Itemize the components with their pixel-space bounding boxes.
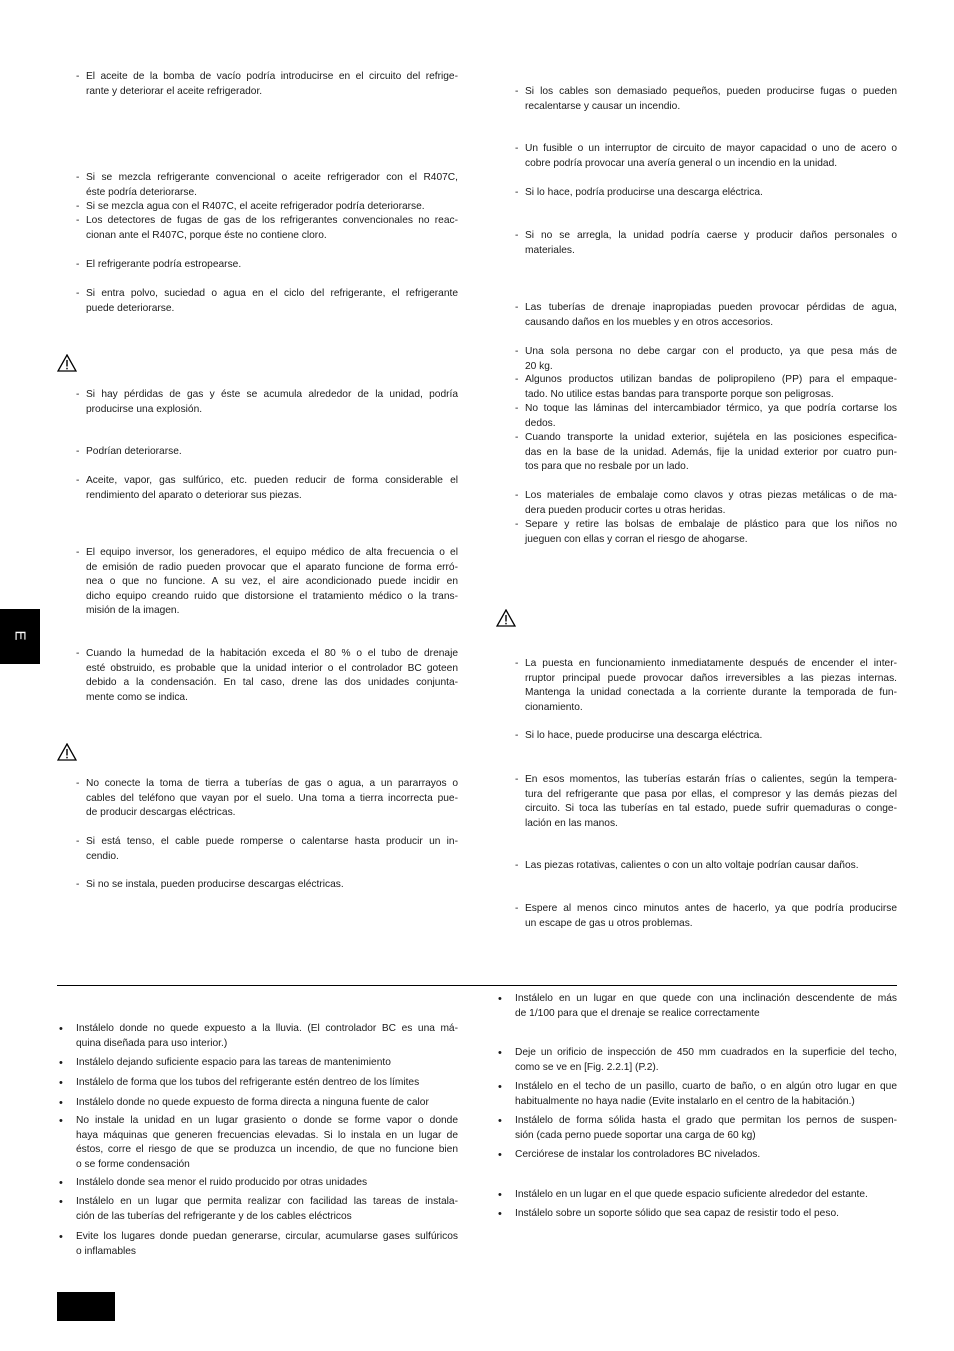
bullet-marker: • <box>498 993 502 1005</box>
dash-marker: - <box>515 187 519 198</box>
dash-marker: - <box>515 432 519 443</box>
text-line: nea o que no funcione. A su vez, el aire acondicionado puede incidir en <box>86 576 458 587</box>
bullet-marker: • <box>59 1196 63 1208</box>
text-line: recalentarse y causar un incendio. <box>525 100 681 112</box>
upper-left-item <box>76 214 458 243</box>
dash-marker: - <box>76 288 80 299</box>
dash-marker: - <box>76 172 80 183</box>
text-line: dedos. <box>525 417 556 429</box>
bullet-marker: • <box>59 1177 63 1189</box>
dash-marker: - <box>76 778 80 789</box>
text-line: No toque las láminas del intercambiador térmico, ya que podría cortarse los <box>525 403 897 414</box>
text-line: Si se mezcla refrigerante convencional o aceite refrigerador con el R407C, <box>86 172 458 183</box>
text-line: puede deteriorarse. <box>86 302 175 314</box>
bullet-marker: • <box>59 1115 63 1127</box>
text-line: 20 kg. <box>525 360 553 372</box>
upper-left-item <box>76 777 458 821</box>
upper-right-item <box>515 142 897 171</box>
text-line: cionan ante el R407C, porque éste no contiene cloro. <box>86 229 327 241</box>
text-line: No instale la unidad en un lugar grasiento o donde se forme vapor o donde <box>76 1115 458 1126</box>
text-line: Instálelo en un lugar que permita realizar con facilidad las tareas de instala- <box>76 1196 458 1207</box>
text-line: haya máquinas que generen frecuencias elevadas. Si lo instala en un lugar de <box>76 1129 458 1141</box>
text-line: Las tuberías de drenaje inapropiadas pueden provocar pérdidas de agua, <box>525 302 897 313</box>
text-line: un escape de gas u otros problemas. <box>525 917 693 929</box>
upper-left-item <box>76 474 458 503</box>
upper-right-item <box>515 402 897 431</box>
upper-left-item <box>76 70 458 99</box>
upper-right-item <box>515 301 897 330</box>
upper-left-item <box>76 647 458 705</box>
text-line: El equipo inversor, los generadores, el equipo médico de alta frecuencia o el <box>86 547 458 558</box>
dash-marker: - <box>76 446 80 457</box>
bullet-marker: • <box>59 1097 63 1109</box>
text-line: causando daños en los muebles y en otros accesorios. <box>525 316 774 328</box>
lower-right-item <box>498 992 897 1021</box>
upper-left-item <box>76 835 458 864</box>
text-line: producirse una explosión. <box>86 403 203 415</box>
lower-left-item <box>59 1076 458 1091</box>
bullet-marker: • <box>59 1057 63 1069</box>
text-line: cobre podría provocar una avería general o un incendio en la unidad. <box>525 157 838 169</box>
text-line: Separe y retire las bolsas de embalaje de plástico para que los niños no <box>525 519 897 530</box>
upper-left-item <box>76 388 458 417</box>
text-line: Si no se arregla, la unidad podría caerse y producir daños personales o <box>525 230 897 241</box>
lower-right-item <box>498 1114 897 1143</box>
dash-marker: - <box>515 302 519 313</box>
text-line: Instálelo en un lugar en que quede con una inclinación descendente de más <box>515 993 897 1004</box>
bullet-marker: • <box>59 1231 63 1243</box>
lower-left-item <box>59 1114 458 1172</box>
text-line: Algunos productos utilizan bandas de polipropileno (PP) para el empaque- <box>525 374 897 385</box>
text-line: Los detectores de fugas de gas de los refrigerantes convencionales no reac- <box>86 215 458 226</box>
section-divider <box>57 985 897 986</box>
text-line: o se forme condensación <box>76 1158 190 1170</box>
lower-right-item <box>498 1046 897 1075</box>
text-line: El refrigerante podría estropearse. <box>86 259 242 270</box>
text-line: Instálelo dejando suficiente espacio para las tareas de mantenimiento <box>76 1057 391 1068</box>
text-line: Si no se instala, pueden producirse descargas eléctricas. <box>86 879 344 890</box>
text-line: Podrían deteriorarse. <box>86 446 182 457</box>
page-number-box <box>57 1292 115 1321</box>
upper-left-item <box>76 171 458 200</box>
upper-left-item <box>76 287 458 316</box>
text-line: Instálelo en el techo de un pasillo, cuarto de baño, o en algún otro lugar en que <box>515 1081 897 1092</box>
upper-right-item <box>515 345 897 374</box>
upper-right-item <box>515 657 897 715</box>
dash-marker: - <box>515 903 519 914</box>
text-line: Instálelo sobre un soporte sólido que sea capaz de resistir todo el peso. <box>515 1208 839 1219</box>
text-line: debido a la condensación. En tal caso, drene las dos unidades conjunta- <box>86 677 458 688</box>
text-line: Si lo hace, puede producirse una descarga eléctrica. <box>525 730 763 741</box>
upper-left-item <box>76 200 458 215</box>
text-line: tos para que no resbale por un lado. <box>525 461 689 472</box>
bullet-marker: • <box>498 1047 502 1059</box>
text-line: sión (cada perno puede soportar una carga de 60 kg) <box>515 1129 756 1141</box>
text-line: éstos, corre el riesgo de que se produzca un incendio, de que no funcione bien <box>76 1144 458 1155</box>
text-line: Si los cables son demasiado pequeños, pueden producirse fugas o pueden <box>525 86 897 97</box>
text-line: materiales. <box>525 244 575 256</box>
dash-marker: - <box>515 519 519 530</box>
text-line: cendio. <box>86 850 119 862</box>
text-line: La puesta en funcionamiento inmediatamente después de encender el inter- <box>525 658 897 669</box>
dash-marker: - <box>515 346 519 357</box>
upper-right-item <box>515 729 897 744</box>
upper-right-item <box>515 859 897 874</box>
text-line: tado. No utilice estas bandas para transporte porque son peligrosas. <box>525 388 834 400</box>
lower-right-item <box>498 1148 897 1163</box>
dash-marker: - <box>515 860 519 871</box>
text-line: Un fusible o un interruptor de circuito de mayor capacidad o uno de acero o <box>525 143 897 154</box>
text-line: o inflamables <box>76 1245 137 1257</box>
text-line: Una sola persona no debe cargar con el producto, ya que pesa más de <box>525 346 897 357</box>
text-line: tura del refrigerante que pasa por ellas, el compresor y las demás piezas del <box>525 788 897 800</box>
text-line: Deje un orificio de inspección de 450 mm cuadrados en la superficie del techo, <box>515 1047 897 1058</box>
text-line: ción de las tuberías del refrigerante y de los cables eléctricos <box>76 1210 352 1222</box>
lower-left-item <box>59 1056 458 1071</box>
lower-left-item <box>59 1176 458 1191</box>
text-line: habitualmente no haya nadie (Evite instalarlo en el centro de la habitación.) <box>515 1095 855 1107</box>
dash-marker: - <box>76 201 80 212</box>
text-line: cionamiento. <box>525 701 583 713</box>
dash-marker: - <box>515 86 519 97</box>
text-line: rruptor principal puede provocar daños irreversibles a las piezas internas. <box>525 672 897 684</box>
dash-marker: - <box>515 730 519 741</box>
text-line: como se ve en [Fig. 2.2.1] (P.2). <box>515 1061 659 1073</box>
dash-marker: - <box>515 230 519 241</box>
text-line: de producir descargas eléctricas. <box>86 807 236 818</box>
upper-right-item <box>515 186 897 201</box>
text-line: mente como se indica. <box>86 691 188 703</box>
text-line: Instálelo en un lugar en el que quede espacio suficiente alrededor del estante. <box>515 1189 868 1200</box>
dash-marker: - <box>515 403 519 414</box>
text-line: Si está tenso, el cable puede romperse o calentarse hasta producir un in- <box>86 836 458 847</box>
bullet-marker: • <box>59 1077 63 1089</box>
text-line: Si hay pérdidas de gas y éste se acumula alrededor de la unidad, podría <box>86 389 458 400</box>
text-line: rendimiento del aparato o deteriorar sus piezas. <box>86 489 302 501</box>
bullet-marker: • <box>59 1023 63 1035</box>
warning-icon <box>57 354 77 372</box>
dash-marker: - <box>76 475 80 486</box>
dash-marker: - <box>76 547 80 558</box>
dash-marker: - <box>76 71 80 82</box>
bullet-marker: • <box>498 1189 502 1201</box>
text-line: Los materiales de embalaje como clavos y otras piezas metálicas o de ma- <box>525 490 897 501</box>
dash-marker: - <box>515 658 519 669</box>
lower-right-item <box>498 1080 897 1109</box>
lower-left-item <box>59 1022 458 1051</box>
text-line: El aceite de la bomba de vacío podría introducirse en el circuito del refrige- <box>86 71 458 82</box>
text-line: Aceite, vapor, gas sulfúrico, etc. pueden reducir de forma considerable el <box>86 475 458 486</box>
upper-left-item <box>76 445 458 460</box>
lower-right-item <box>498 1188 897 1203</box>
text-line: circuito. Si toca las tuberías en tal estado, puede sufrir quemaduras o conge- <box>525 803 897 814</box>
text-line: Cuando la humedad de la habitación exceda el 80 % o el tubo de drenaje <box>86 648 458 659</box>
dash-marker: - <box>515 490 519 501</box>
bullet-marker: • <box>498 1081 502 1093</box>
dash-marker: - <box>76 215 80 226</box>
upper-right-item <box>515 773 897 831</box>
text-line: Cuando transporte la unidad exterior, sujételа en las posiciones especifica- <box>525 432 897 443</box>
text-line: éste podría deteriorarse. <box>86 186 197 198</box>
text-line: Instálelo donde no quede expuesto a la lluvia. (El controlador BC es una má- <box>76 1023 458 1034</box>
upper-right-item <box>515 489 897 518</box>
upper-right-item <box>515 373 897 402</box>
dash-marker: - <box>515 143 519 154</box>
text-line: Mantenga la unidad conectada a la corriente durante la temporada de fun- <box>525 687 897 698</box>
text-line: jueguen con ellas y corran el riesgo de ahogarse. <box>525 533 748 545</box>
upper-left-item <box>76 258 458 273</box>
text-line: misión de la imagen. <box>86 605 180 616</box>
text-line: dera pueden producir cortes u otras heridas. <box>525 504 726 516</box>
text-line: das en la base de la unidad. Además, fije la unidad exterior por cuatro pun- <box>525 446 897 458</box>
text-line: Instálelo donde sea menor el ruido producido por otras unidades <box>76 1177 368 1188</box>
text-line: Si lo hace, podría producirse una descarga eléctrica. <box>525 187 763 198</box>
upper-right-item <box>515 902 897 931</box>
warning-icon <box>57 743 77 761</box>
text-line: de emisión de radio pueden provocar que el aparato funcione de forma erró- <box>86 561 458 573</box>
dash-marker: - <box>515 374 519 385</box>
language-tab-label: E <box>11 630 29 641</box>
text-line: Instálelo de forma sólida hasta el grado que permitan los pernos de suspen- <box>515 1115 897 1126</box>
text-line: En esos momentos, las tuberías estarán frías o calientes, según la tempera- <box>525 774 897 785</box>
dash-marker: - <box>76 648 80 659</box>
lower-left-item <box>59 1230 458 1259</box>
text-line: No conecte la toma de tierra a tuberías de gas o agua, a un pararrayos o <box>86 778 458 789</box>
text-line: rante y deteriorar el aceite refrigerador. <box>86 85 263 97</box>
text-line: Cerciórese de instalar los controladores BC nivelados. <box>515 1149 761 1160</box>
warning-icon <box>496 609 516 627</box>
text-line: esté obstruido, es probable que la unidad interior o el controlador BC goteen <box>86 662 458 674</box>
lower-left-item <box>59 1096 458 1111</box>
upper-left-item <box>76 878 458 893</box>
text-line: Si se mezcla agua con el R407C, el aceite refrigerador podría deteriorarse. <box>86 201 425 212</box>
upper-right-item <box>515 518 897 547</box>
text-line: Espere al menos cinco minutos antes de hacerlo, ya que podría producirse <box>525 903 897 914</box>
upper-right-item <box>515 85 897 114</box>
bullet-marker: • <box>498 1115 502 1127</box>
text-line: Las piezas rotativas, calientes o con un alto voltaje podrían causar daños. <box>525 860 859 871</box>
text-line: Evite los lugares donde puedan generarse, circular, acumularse gases sulfúricos <box>76 1231 458 1242</box>
lower-right-item <box>498 1207 897 1222</box>
upper-right-item <box>515 431 897 475</box>
text-line: Instálelo donde no quede expuesto de forma directa a ninguna fuente de calor <box>76 1097 429 1108</box>
text-line: quina diseñada para uso interior.) <box>76 1037 228 1049</box>
dash-marker: - <box>76 259 80 270</box>
bullet-marker: • <box>498 1149 502 1161</box>
upper-right-item <box>515 229 897 258</box>
language-tab <box>0 609 40 664</box>
text-line: cables del teléfono que vayan por el suelo. Una toma a tierra incorrecta pue- <box>86 792 458 804</box>
upper-left-item <box>76 546 458 619</box>
dash-marker: - <box>76 836 80 847</box>
text-line: dicho equipo creando ruido que distorsione el tratamiento médico o la trans- <box>86 590 458 602</box>
dash-marker: - <box>76 389 80 400</box>
text-line: Instálelo de forma que los tubos del refrigerante estén dentreo de los límites <box>76 1077 420 1088</box>
bullet-marker: • <box>498 1208 502 1220</box>
lower-left-item <box>59 1195 458 1224</box>
dash-marker: - <box>76 879 80 890</box>
text-line: Si entra polvo, suciedad o agua en el ciclo del refrigerante, el refrigerante <box>86 288 458 299</box>
text-line: de 1/100 para que el drenaje se realice correctamente <box>515 1007 760 1019</box>
text-line: lación en las manos. <box>525 817 618 829</box>
dash-marker: - <box>515 774 519 785</box>
